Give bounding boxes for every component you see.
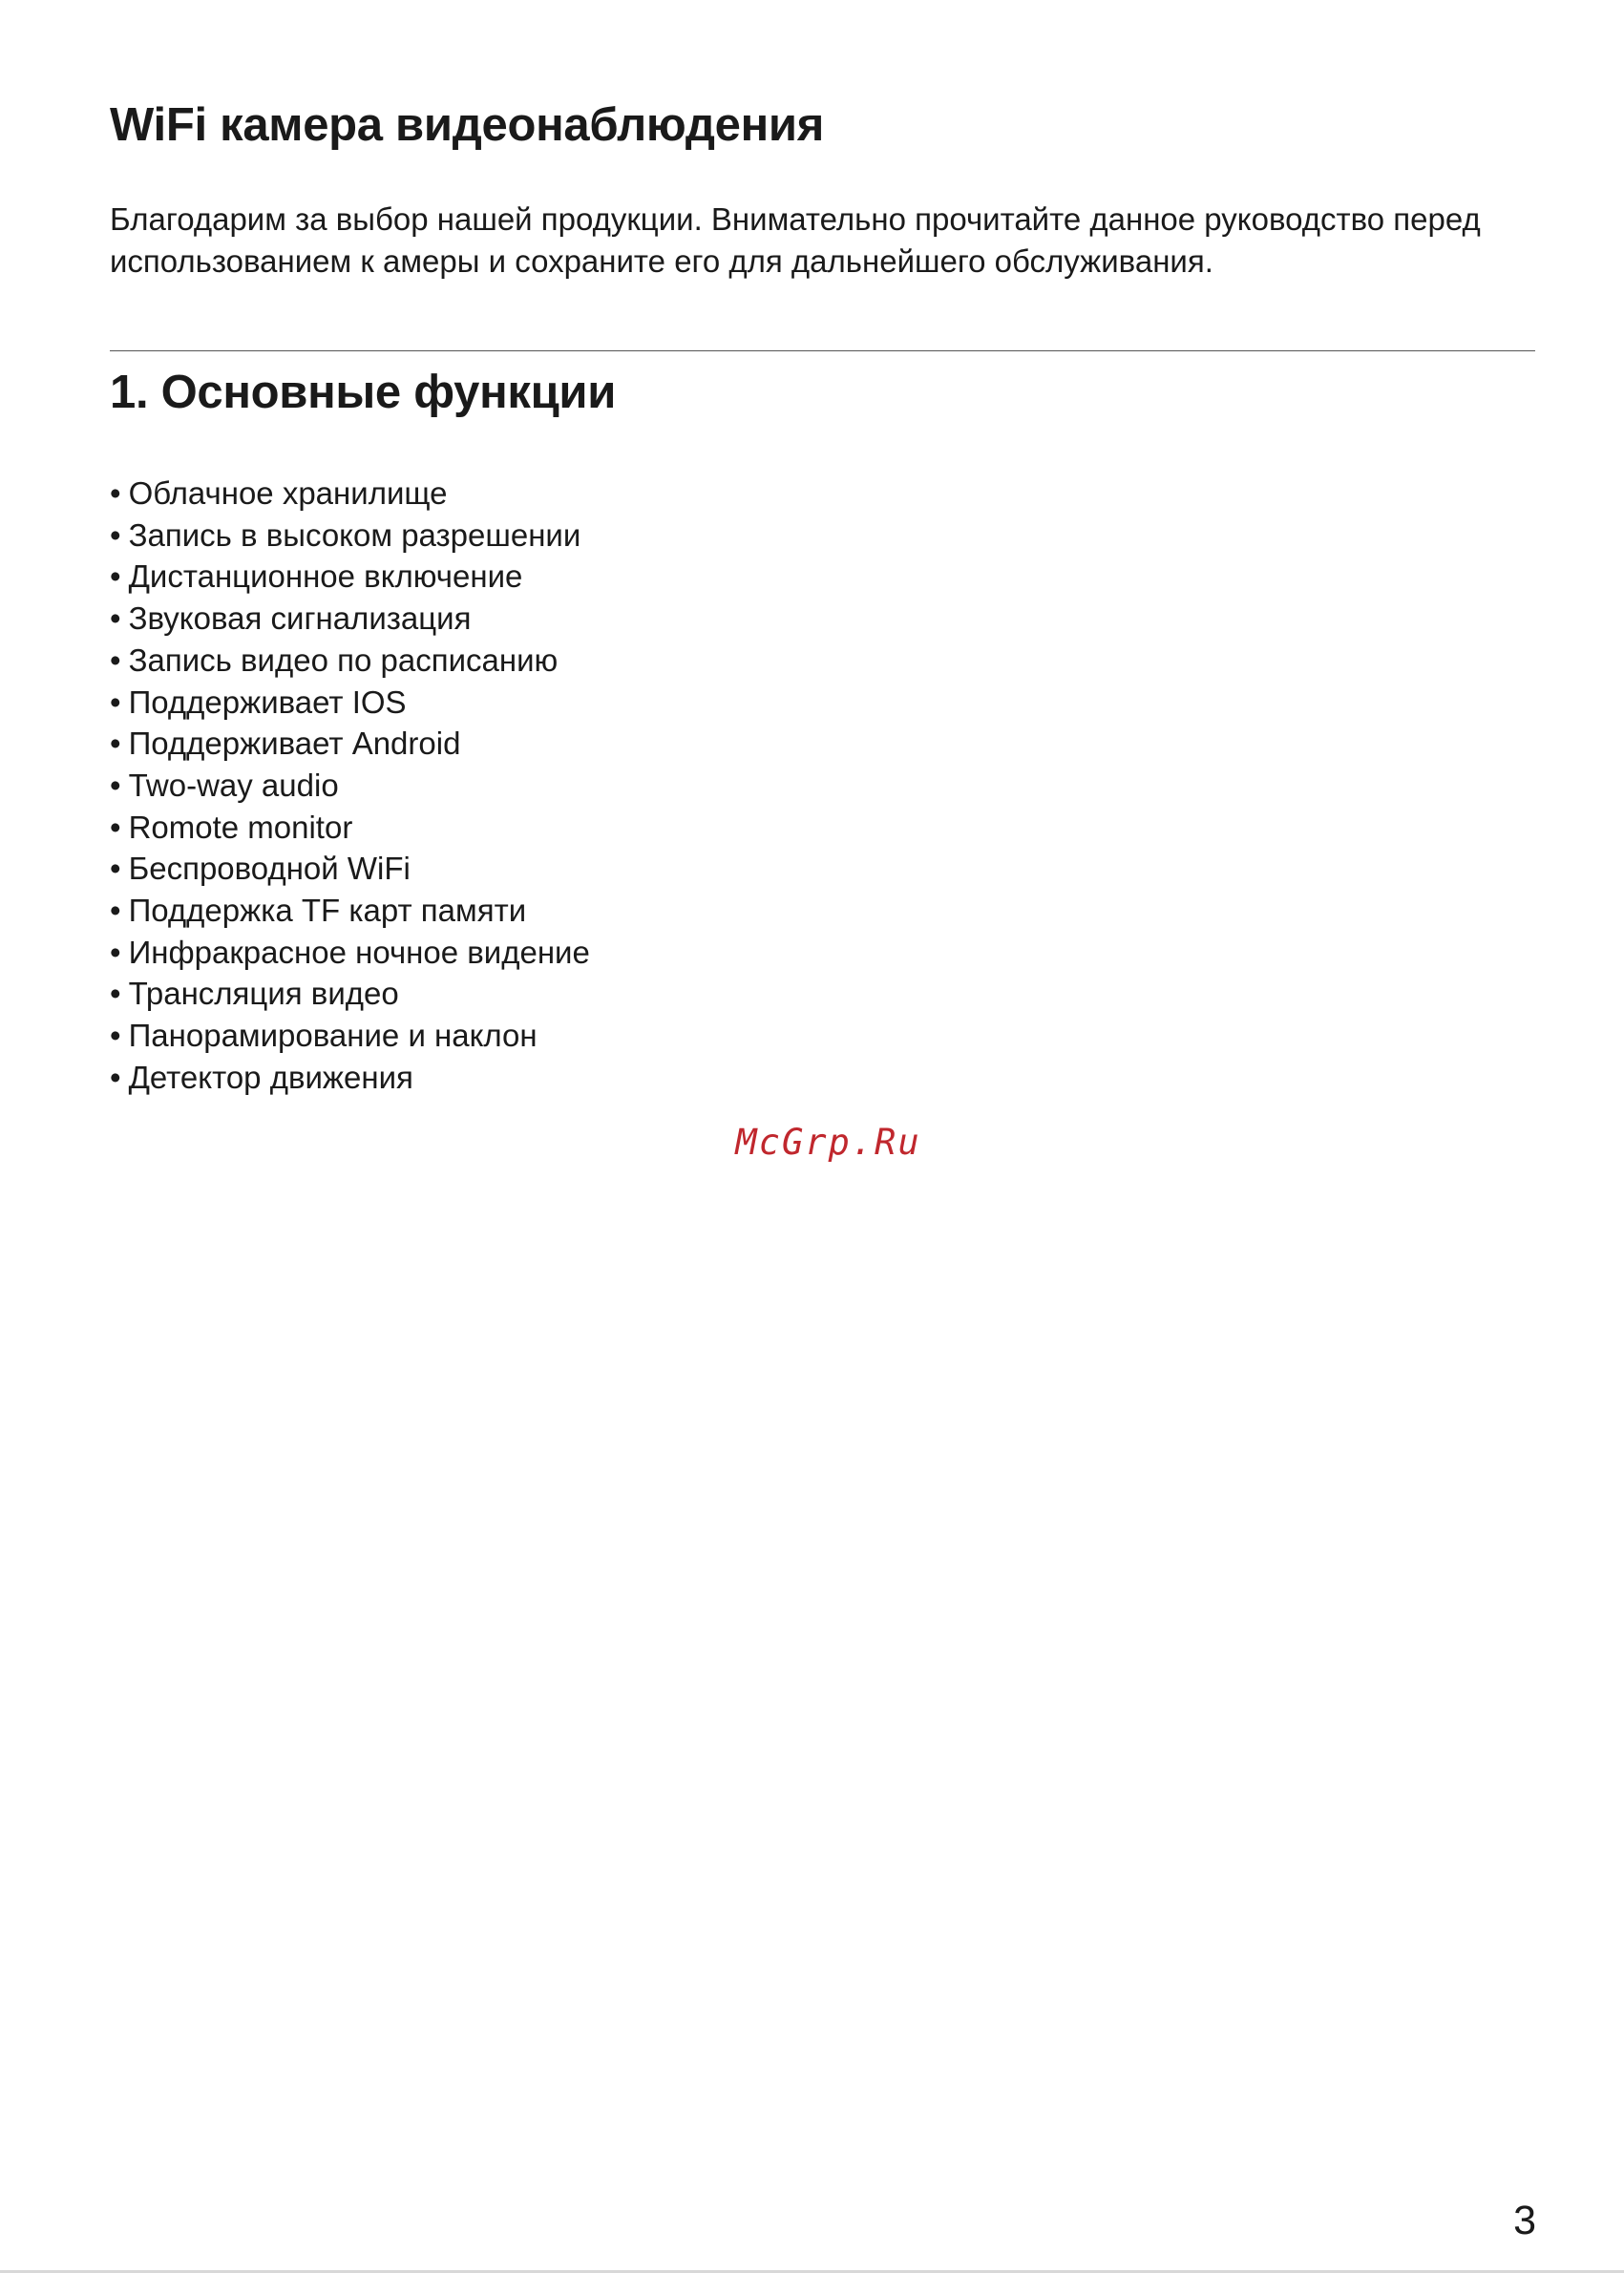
- feature-item: • Запись видео по расписанию: [110, 640, 590, 682]
- section-divider: [110, 350, 1535, 351]
- feature-item: • Трансляция видео: [110, 973, 590, 1015]
- page-title: WiFi камера видеонаблюдения: [110, 99, 824, 151]
- feature-item: • Панорамирование и наклон: [110, 1015, 590, 1057]
- section-heading: 1. Основные функции: [110, 367, 617, 418]
- feature-item: • Запись в высоком разрешении: [110, 515, 590, 557]
- intro-line: Благодарим за выбор нашей продукции. Внимательно прочитайте данное руководство перед: [110, 201, 1481, 237]
- feature-item: • Звуковая сигнализация: [110, 598, 590, 640]
- feature-item: • Поддерживает IOS: [110, 682, 590, 724]
- feature-item: • Поддерживает Android: [110, 723, 590, 765]
- feature-item: • Беспроводной WiFi: [110, 848, 590, 890]
- feature-item: • Romote monitor: [110, 807, 590, 849]
- intro-line: использованием к амеры и сохраните его для дальнейшего обслуживания.: [110, 243, 1213, 279]
- feature-item: • Инфракрасное ночное видение: [110, 932, 590, 974]
- feature-item: • Дистанционное включение: [110, 556, 590, 598]
- intro-paragraph: [110, 199, 1542, 283]
- feature-item: • Two-way audio: [110, 765, 590, 807]
- feature-list: [110, 473, 590, 1099]
- watermark-text: McGrp.Ru: [735, 1122, 921, 1163]
- feature-item: • Поддержка TF карт памяти: [110, 890, 590, 932]
- page-number: 3: [1513, 2198, 1536, 2243]
- feature-item: • Облачное хранилище: [110, 473, 590, 515]
- feature-item: • Детектор движения: [110, 1057, 590, 1099]
